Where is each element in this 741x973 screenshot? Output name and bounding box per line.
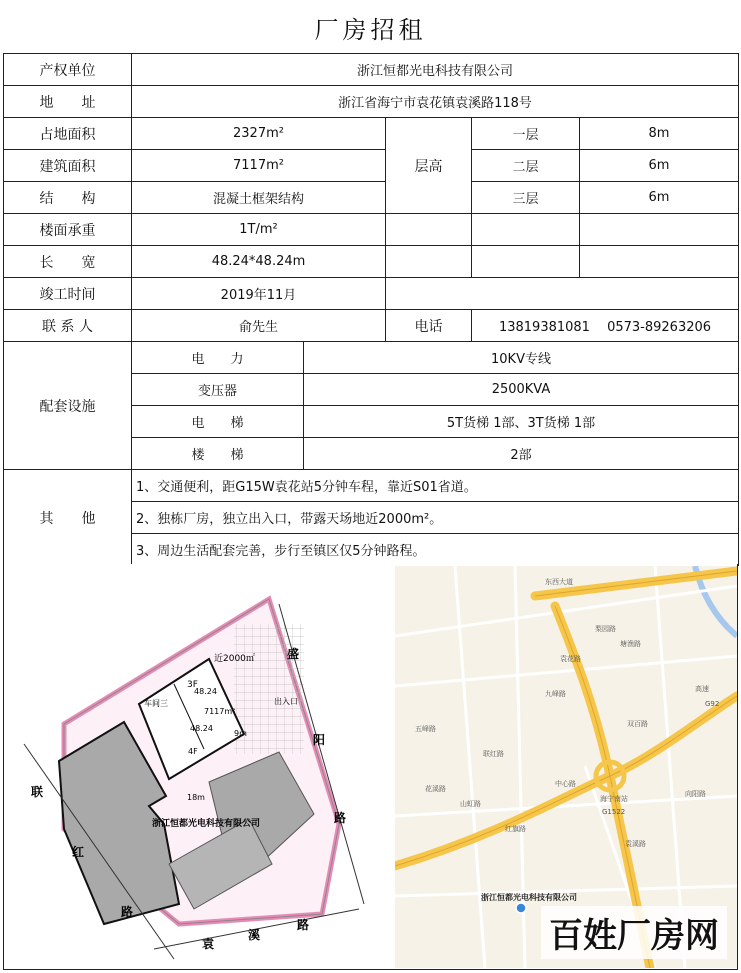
floor-load-label: 楼面承重 [4, 214, 132, 246]
land-area-label: 占地面积 [4, 118, 132, 150]
completion-value: 2019年11月 [132, 278, 386, 310]
empty-cell [472, 214, 580, 246]
building-area-label: 7117m² [204, 707, 236, 716]
owner-row [4, 54, 739, 86]
road-bottom-char: 路 [297, 918, 310, 932]
map-road-label: 山虹路 [460, 800, 481, 808]
building-area-value: 7117m² [132, 150, 386, 182]
empty-cell [580, 246, 739, 278]
road-left-char: 红 [72, 845, 85, 859]
floors-3f-label: 3F [187, 680, 198, 690]
site-plan [4, 564, 392, 970]
other-note: 2、独栋厂房，独立出入口，带露天场地近2000m²。 [132, 502, 739, 534]
contact-row [4, 310, 739, 342]
gap-9m-label: 9m [234, 729, 247, 738]
facility-name: 电 力 [132, 342, 304, 374]
map-road-label: G92 [705, 700, 720, 708]
road-left-char: 路 [121, 905, 134, 919]
land-area-value: 2327m² [132, 118, 386, 150]
phone-value: 13819381081 0573-89263206 [472, 310, 739, 342]
map-road-label: 九峰路 [545, 690, 566, 698]
map-road-label: 双百路 [627, 720, 648, 728]
facilities-label: 配套设施 [4, 342, 132, 470]
map-road-label: 袁花路 [560, 655, 581, 663]
empty-cell [386, 214, 472, 246]
facility-name: 电 梯 [132, 406, 304, 438]
dimensions-row [4, 246, 739, 278]
address-label: 地 址 [4, 86, 132, 118]
road-right-char: 路 [334, 811, 347, 825]
map-road-label: 向阳路 [685, 790, 706, 798]
floor-2-name: 二层 [472, 150, 580, 182]
yard-label: 近2000㎡ [214, 654, 255, 664]
facility-value: 10KV专线 [304, 342, 739, 374]
building-area-label: 建筑面积 [4, 150, 132, 182]
structure-value: 混凝土框架结构 [132, 182, 386, 214]
dim-bottom-label: 48.24 [190, 724, 213, 733]
facility-name: 变压器 [132, 374, 304, 406]
map-road-label: 联红路 [483, 750, 504, 758]
owner-label: 产权单位 [4, 54, 132, 86]
map-road-label: 高速 [695, 685, 709, 693]
dimensions-value: 48.24*48.24m [132, 246, 386, 278]
map-road-label: 塘渔路 [620, 640, 641, 648]
phone-label: 电话 [386, 310, 472, 342]
empty-cell [386, 278, 739, 310]
facility-value: 5T货梯 1部、3T货梯 1部 [304, 406, 739, 438]
dimensions-label: 长 宽 [4, 246, 132, 278]
map-road-label: G1522 [602, 808, 626, 816]
floor-1-name: 一层 [472, 118, 580, 150]
entrance-label: 出入口 [274, 697, 298, 706]
contact-value: 俞先生 [132, 310, 386, 342]
map-road-label: 袁溪路 [625, 840, 646, 848]
map-road-label: 红旗路 [505, 825, 526, 833]
road-bottom-char: 袁 [202, 937, 215, 951]
map-road-label: 花溪路 [425, 785, 446, 793]
floor-load-row [4, 214, 739, 246]
floor-height-label: 层高 [386, 118, 472, 214]
completion-row [4, 278, 739, 310]
map-area [3, 564, 738, 970]
other-label: 其 他 [4, 470, 132, 566]
completion-label: 竣工时间 [4, 278, 132, 310]
road-bottom-char: 溪 [248, 928, 261, 942]
location-pin-icon [516, 903, 526, 913]
other-note: 1、交通便利，距G15W袁花站5分钟车程，靠近S01省道。 [132, 470, 739, 502]
watermark: 百姓厂房网 [541, 906, 727, 959]
land-area-row [4, 118, 739, 150]
dim-top-label: 48.24 [194, 687, 217, 696]
site-company-label: 浙江恒都光电科技有限公司 [152, 819, 261, 829]
floor-1-value: 8m [580, 118, 739, 150]
address-row [4, 86, 739, 118]
floor-2-value: 6m [580, 150, 739, 182]
map-road-label: 东西大道 [545, 578, 573, 586]
other-note: 3、周边生活配套完善，步行至镇区仅5分钟路程。 [132, 534, 739, 566]
map-road-label: 五峰路 [415, 725, 436, 733]
property-table [3, 53, 739, 566]
building-area-row [4, 150, 739, 182]
structure-row [4, 182, 739, 214]
map-company-label: 浙江恒都光电科技有限公司 [481, 893, 577, 902]
map-road-label: 梨园路 [595, 625, 616, 633]
map-road-label: 海宁南站 [600, 795, 628, 803]
empty-cell [386, 246, 472, 278]
other-row [4, 470, 739, 502]
owner-value: 浙江恒都光电科技有限公司 [132, 54, 739, 86]
road-right-char: 阳 [313, 733, 326, 747]
gap-18m-label: 18m [187, 793, 205, 802]
map-road-label: 中心路 [555, 780, 576, 788]
floor-3-value: 6m [580, 182, 739, 214]
empty-cell [472, 246, 580, 278]
structure-label: 结 构 [4, 182, 132, 214]
facility-name: 楼 梯 [132, 438, 304, 470]
empty-cell [580, 214, 739, 246]
address-value: 浙江省海宁市袁花镇袁溪路118号 [132, 86, 739, 118]
floors-4f-label: 4F [188, 747, 198, 756]
facility-value: 2部 [304, 438, 739, 470]
floor-load-value: 1T/m² [132, 214, 386, 246]
building-name-label: 车间三 [144, 699, 168, 708]
contact-label: 联 系 人 [4, 310, 132, 342]
facility-row [4, 342, 739, 374]
floor-3-name: 三层 [472, 182, 580, 214]
road-right-char: 盛 [287, 647, 300, 661]
facility-value: 2500KVA [304, 374, 739, 406]
road-left-char: 联 [31, 785, 44, 799]
page-title: 厂房招租 [314, 15, 427, 44]
